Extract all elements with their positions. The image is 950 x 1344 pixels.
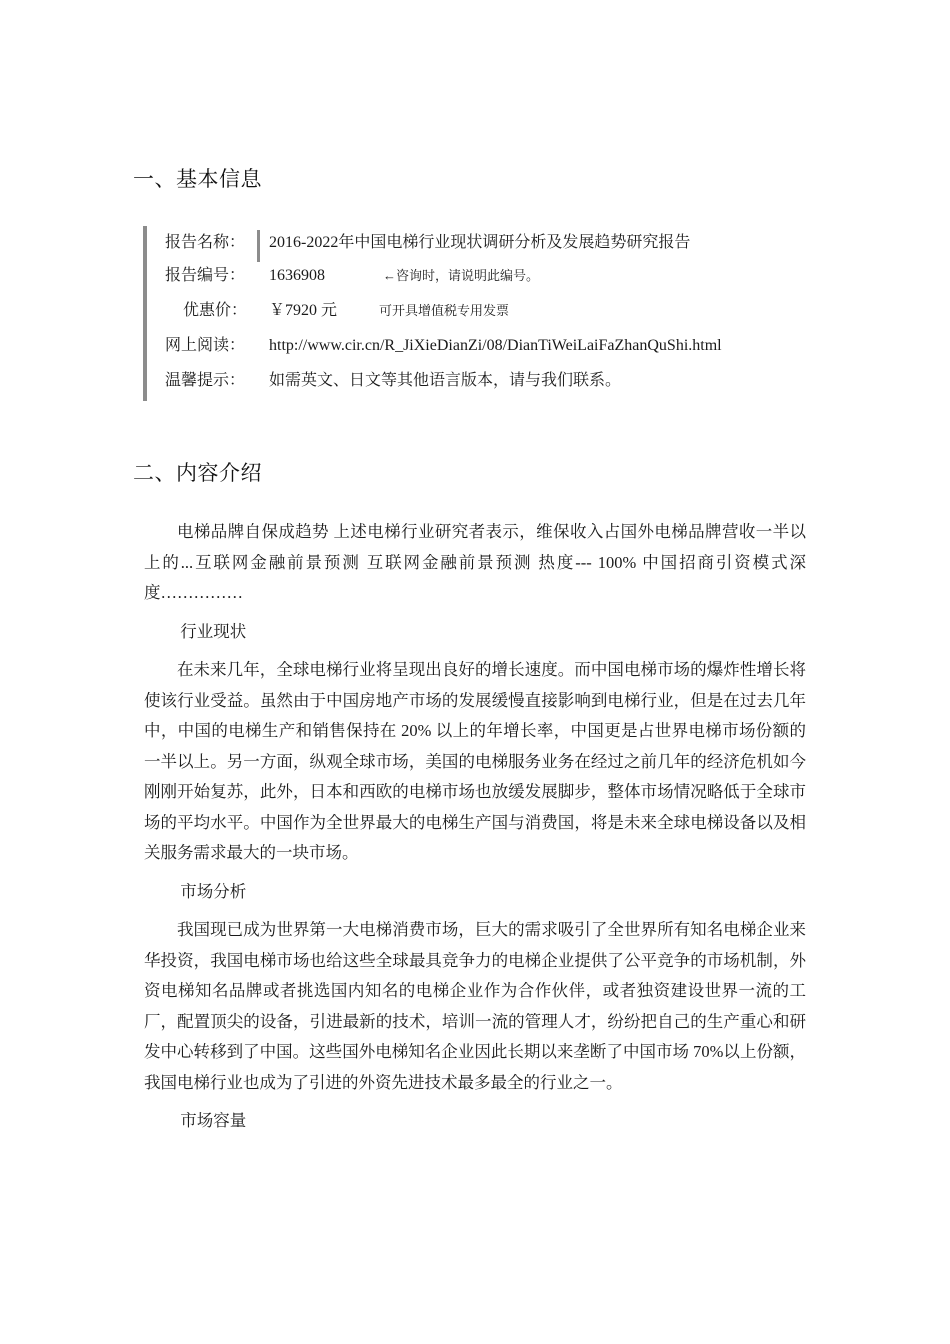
report-name-label: 报告名称：	[165, 234, 246, 251]
section-heading-basic-info: 一、基本信息	[133, 167, 262, 191]
subheading-market-analysis: 市场分析	[180, 881, 247, 901]
price-value: ￥7920 元	[269, 302, 338, 319]
subheading-market-capacity: 市场容量	[180, 1111, 247, 1130]
online-reading-link[interactable]: http://www.cir.cn/R_JiXieDianZi/08/DianTiWeiLaiFaZhanQuShi.html	[269, 337, 722, 354]
report-number-value: 1636908	[269, 267, 325, 284]
online-reading-label: 网上阅读：	[165, 337, 246, 354]
industry-status-paragraph: 在未来几年，全球电梯行业将呈现出良好的增长速度。而中国电梯市场的爆炸性增长将使该行业受益。虽然由于中国房地产市场的发展缓慢直接影响到电梯行业，但是在过去几年中，中国的电梯生产和销售保持在 20% 以上的年增长率，中国更是占世界电梯市场份额的一半以上。另一方面，纵观全球市场，美国的电梯服务业务在经过之前几年的经济危机如今刚刚开始复苏，此外，日本和西欧的电梯市场也放缓发展脚步，整体市场情况略低于全球市场的平均水平。中国作为全世界最大的电梯生产国与消费国，将是未来全球电梯设备以及相关服务需求最大的一块市场。	[144, 660, 806, 862]
value-divider	[257, 230, 260, 262]
report-name-value: 2016-2022年中国电梯行业现状调研分析及发展趋势研究报告	[269, 234, 691, 251]
price-label: 优惠价：	[183, 302, 248, 319]
subheading-industry-status: 行业现状	[180, 621, 247, 641]
content-body	[144, 517, 806, 1145]
section-heading-content: 二、内容介绍	[133, 461, 262, 485]
market-analysis-paragraph: 我国现已成为世界第一大电梯消费市场，巨大的需求吸引了全世界所有知名电梯企业来华投资，我国电梯市场也给这些全球最具竞争力的电梯企业提供了公平竞争的市场机制，外资电梯知名品牌或者挑选国内知名的电梯企业作为合作伙伴，或者独资建设世界一流的工厂，配置顶尖的设备，引进最新的技术，培训一流的管理人才，纷纷把自己的生产重心和研发中心转移到了中国。这些国外电梯知名企业因此长期以来垄断了中国市场 70%以上份额，我国电梯行业也成为了引进的外资先进技术最多最全的行业之一。	[144, 920, 806, 1092]
tip-label: 温馨提示：	[165, 372, 246, 389]
intro-paragraph: 电梯品牌自保成趋势 上述电梯行业研究者表示，维保收入占国外电梯品牌营收一半以上的...互联网金融前景预测 互联网金融前景预测 热度--- 100% 中国招商引资模式深度……………	[144, 522, 806, 602]
report-number-label: 报告编号：	[165, 267, 246, 284]
invoice-note: 可开具增值税专用发票	[379, 303, 510, 318]
report-number-note: ←咨询时，请说明此编号。	[383, 268, 540, 283]
tip-value: 如需英文、日文等其他语言版本，请与我们联系。	[269, 372, 622, 389]
